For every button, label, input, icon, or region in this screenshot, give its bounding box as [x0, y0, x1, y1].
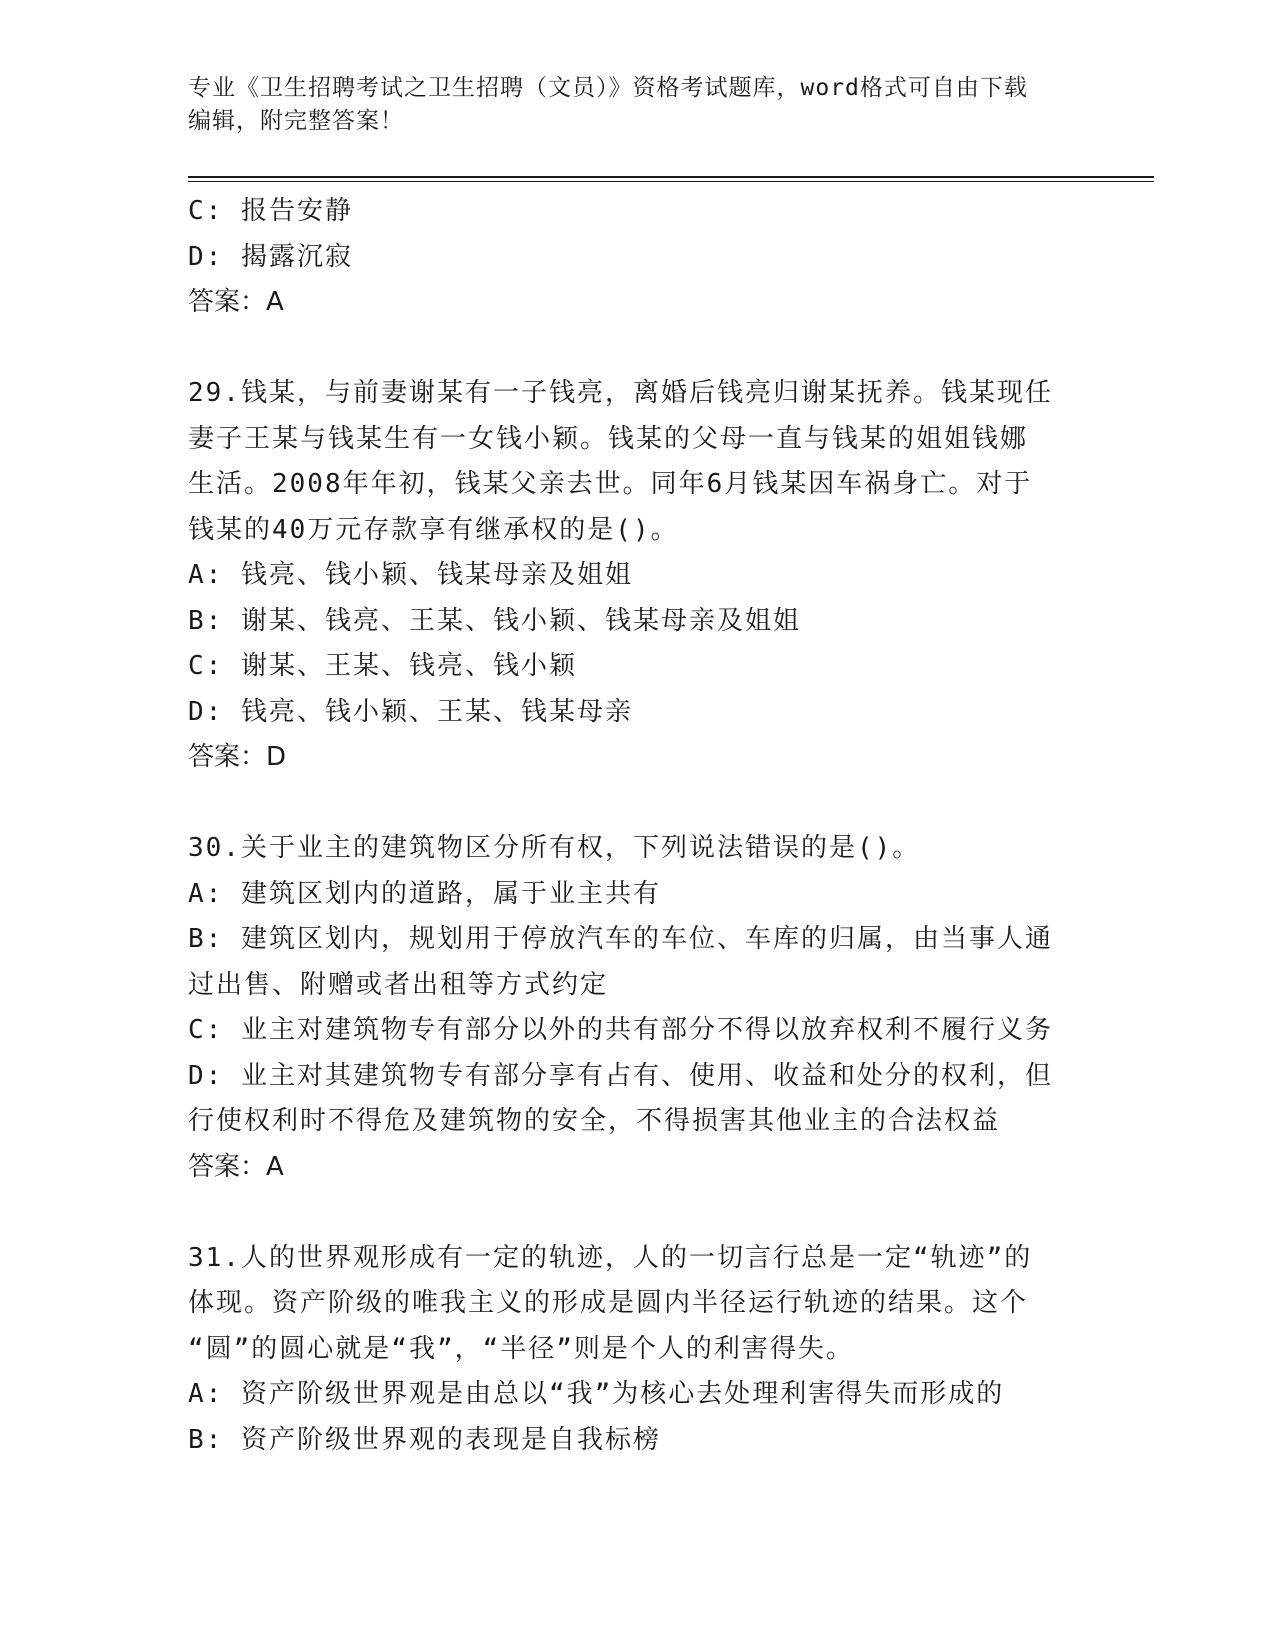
question-stem-line: 31.人的世界观形成有一定的轨迹，人的一切言行总是一定“轨迹”的: [188, 1242, 1033, 1273]
option-a: A: 资产阶级世界观是由总以“我”为核心去处理利害得失而形成的: [188, 1379, 1005, 1409]
answer-line: 答案：A: [188, 1151, 284, 1182]
option-d: D: 业主对其建筑物专有部分享有占有、使用、收益和处分的权利，但: [188, 1060, 1053, 1091]
question-stem-line: 30.关于业主的建筑物区分所有权，下列说法错误的是()。: [188, 833, 921, 863]
option-c: C: 谢某、王某、钱亮、钱小颖: [188, 651, 577, 681]
answer-line: 答案：D: [188, 742, 287, 772]
question-stem-line: 体现。资产阶级的唯我主义的形成是圆内半径运行轨迹的结果。这个: [188, 1288, 1029, 1318]
header-line-2: 编辑，附完整答案！: [188, 108, 404, 134]
option-a: A: 建筑区划内的道路，属于业主共有: [188, 878, 661, 909]
option-b: B: 建筑区划内，规划用于停放汽车的车位、车库的归属，由当事人通: [188, 924, 1053, 954]
spacer: [188, 781, 1078, 827]
option-b-continued: 过出售、附赠或者出租等方式约定: [188, 969, 609, 1000]
spacer: [188, 1190, 1078, 1236]
question-31: [188, 1236, 1078, 1464]
option-d: D: 钱亮、钱小颖、王某、钱某母亲: [188, 696, 633, 727]
question-30: [188, 826, 1078, 1190]
header-divider-thick: [188, 176, 1154, 178]
question-stem-line: “圆”的圆心就是“我”，“半径”则是个人的利害得失。: [188, 1333, 854, 1364]
option-b: B: 资产阶级世界观的表现是自我标榜: [188, 1424, 661, 1455]
spacer: [188, 326, 1078, 372]
option-b: B: 谢某、钱亮、王某、钱小颖、钱某母亲及姐姐: [188, 605, 801, 636]
question-content: [188, 189, 1078, 1463]
option-c: C: 报告安静: [188, 196, 353, 226]
question-stem-line: 29.钱某，与前妻谢某有一子钱亮，离婚后钱亮归谢某抚养。钱某现任: [188, 378, 1053, 408]
question-stem-line: 钱某的40万元存款享有继承权的是()。: [188, 514, 679, 545]
question-29: [188, 371, 1078, 781]
option-a: A: 钱亮、钱小颖、钱某母亲及姐姐: [188, 560, 633, 590]
header-divider-thin: [188, 181, 1154, 182]
option-c: C: 业主对建筑物专有部分以外的共有部分不得以放弃权利不履行义务: [188, 1015, 1053, 1045]
answer-line: 答案：A: [188, 287, 284, 317]
header-line-1: 专业《卫生招聘考试之卫生招聘（文员）》资格考试题库，word格式可自由下载: [188, 75, 1028, 101]
option-d-continued: 行使权利时不得危及建筑物的安全，不得损害其他业主的合法权益: [188, 1106, 1001, 1136]
question-stem-line: 妻子王某与钱某生有一女钱小颖。钱某的父母一直与钱某的姐姐钱娜: [188, 423, 1029, 454]
option-d: D: 揭露沉寂: [188, 241, 353, 272]
question-stem-line: 生活。2008年年初，钱某父亲去世。同年6月钱某因车祸身亡。对于: [188, 469, 1033, 499]
prev-question: [188, 189, 1078, 326]
page-header: [188, 72, 1068, 138]
